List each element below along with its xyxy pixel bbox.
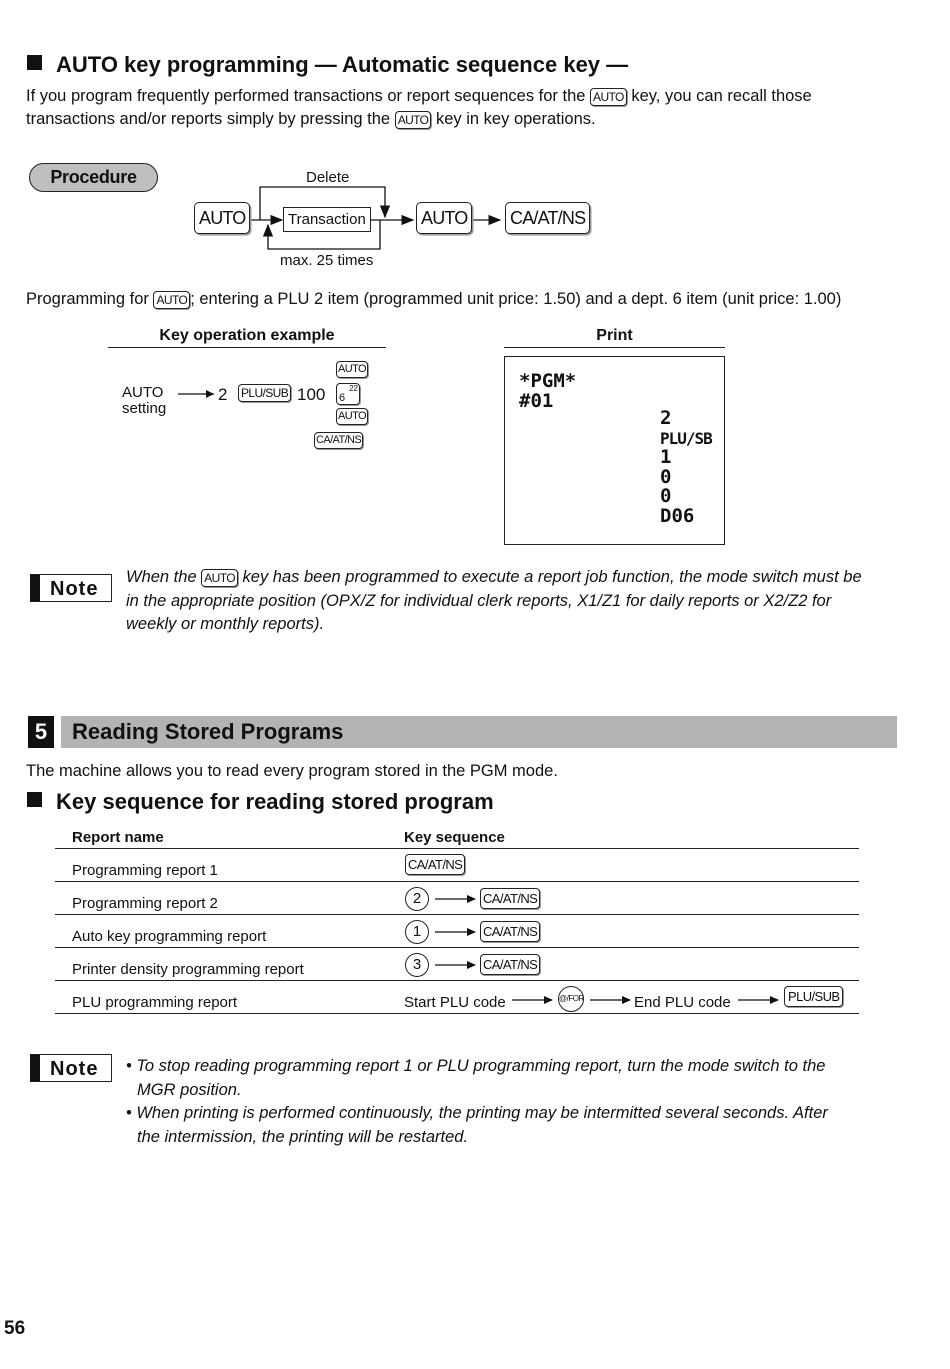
print-value-dept: D06 (660, 504, 695, 527)
row5-arrow-2 (590, 995, 632, 1005)
loop-label: max. 25 times (280, 252, 374, 269)
note1-line2: in the appropriate position (OPX/Z for individual clerk reports, X1/Z1 for daily reports or X2/Z2 for (126, 591, 832, 610)
row5-for-key: @/FOR (558, 986, 584, 1012)
print-heading: Print (504, 327, 725, 348)
row5-name: PLU programming report (72, 994, 238, 1011)
procedure-caatns-key: CA/AT/NS (505, 202, 590, 234)
note1-text-part2: key has been programmed to execute a report job function, the mode switch must be (242, 568, 862, 586)
example-auto-key-top: AUTO (336, 361, 368, 378)
table-row (55, 882, 859, 915)
row4-arrow (435, 960, 477, 970)
row5-arrow-3 (738, 995, 780, 1005)
row2-arrow (435, 894, 477, 904)
auto-setting-line2: setting (122, 400, 167, 417)
print-value-0b: 0 (660, 485, 672, 507)
row4-circle-key: 3 (405, 953, 429, 977)
row5-plusub-key: PLU/SUB (784, 986, 843, 1007)
table-header (55, 828, 859, 849)
auto-intro-text-2: key, you can recall those (631, 87, 812, 105)
section5-intro: The machine allows you to read every program stored in the PGM mode. (26, 762, 558, 780)
note-badge-2: Note (30, 1054, 112, 1082)
auto-heading (27, 52, 628, 78)
dept-6-key (336, 383, 360, 405)
auto-key-inline-1: AUTO (590, 88, 627, 106)
print-value-qty: 2 (660, 407, 672, 429)
key-sequence-table (55, 828, 859, 1014)
row2-circle-key: 2 (405, 887, 429, 911)
table-row (55, 948, 859, 981)
auto-heading-text: AUTO key programming — Automatic sequence key — (56, 52, 629, 77)
note2-text (126, 1055, 926, 1149)
row4-caatns-key: CA/AT/NS (480, 954, 540, 975)
note2-bullet1-line1: • To stop reading programming report 1 or PLU programming report, turn the mode switch to the (126, 1057, 826, 1075)
row5-start-plu-code: Start PLU code (404, 994, 506, 1011)
dept-6-key-main: 6 (339, 392, 346, 404)
key-operation-heading: Key operation example (108, 327, 386, 348)
print-value-1: 1 (660, 446, 672, 468)
auto-setting-line1: AUTO (122, 384, 164, 401)
print-pgm-line: *PGM* (519, 370, 577, 392)
setting-arrow (176, 388, 216, 400)
programming-for-auto-key: AUTO (153, 291, 190, 309)
subheading-bullet-square (27, 792, 42, 807)
plusub-key: PLU/SUB (238, 384, 291, 402)
row4-name: Printer density programming report (72, 961, 304, 978)
procedure-badge: Procedure (29, 163, 158, 192)
print-value-plusb: PLU/SB (660, 428, 712, 448)
auto-intro (26, 85, 926, 131)
programming-for-prefix: Programming for (26, 290, 149, 308)
section-title: Reading Stored Programs (72, 719, 344, 744)
table-row (55, 981, 859, 1014)
auto-intro-text-1: If you program frequently performed transactions or report sequences for the (26, 87, 586, 105)
auto-intro-text-3: transactions and/or reports simply by pressing the (26, 110, 391, 128)
entry-number-100: 100 (297, 385, 326, 404)
section-number: 5 (28, 716, 54, 748)
note2-bullet2-line1: • When printing is performed continuously, the printing may be intermitted several seconds. After (126, 1104, 828, 1122)
print-number-line: #01 (519, 390, 554, 412)
heading-bullet-square (27, 55, 42, 70)
auto-setting-label (122, 385, 166, 417)
example-auto-key-bottom: AUTO (336, 408, 368, 425)
row1-name: Programming report 1 (72, 862, 218, 879)
print-value-0a: 0 (660, 465, 672, 488)
table-row (55, 849, 859, 882)
auto-intro-text-4: key in key operations. (436, 110, 596, 128)
dept-6-key-superscript: 22 (349, 384, 358, 393)
programming-for-suffix: ; entering a PLU 2 item (programmed unit price: 1.50) and a dept. 6 item (unit price: 1.00) (190, 290, 842, 308)
auto-key-inline-2: AUTO (395, 111, 432, 129)
note1-text-part1: When the (126, 568, 197, 586)
row3-circle-key: 1 (405, 920, 429, 944)
row3-caatns-key: CA/AT/NS (480, 921, 540, 942)
section-title-bar (61, 716, 897, 748)
print-values (660, 409, 712, 526)
note-badge-1: Note (30, 574, 112, 602)
note1-auto-key: AUTO (201, 569, 238, 587)
programming-for-line (26, 288, 936, 311)
note1-line3: weekly or monthly reports). (126, 615, 325, 633)
row5-end-plu-code: End PLU code (634, 994, 731, 1011)
page-number: 56 (4, 1318, 26, 1339)
row1-caatns-key: CA/AT/NS (405, 854, 465, 875)
col-key-sequence: Key sequence (404, 829, 505, 846)
note2-bullet2-line2: the intermission, the printing will be restarted. (137, 1127, 469, 1146)
key-sequence-heading-text: Key sequence for reading stored program (56, 789, 494, 814)
print-receipt (504, 356, 725, 545)
procedure-start-auto-key: AUTO (194, 202, 250, 234)
note2-bullet1-line2: MGR position. (137, 1080, 242, 1099)
transaction-box: Transaction (283, 207, 371, 232)
entry-number-2: 2 (218, 385, 228, 404)
col-report-name: Report name (72, 829, 164, 846)
procedure-end-auto-key: AUTO (416, 202, 472, 234)
key-sequence-heading (27, 789, 494, 815)
row3-arrow (435, 927, 477, 937)
example-caatns-key: CA/AT/NS (314, 432, 363, 449)
table-row (55, 915, 859, 948)
note1-text (126, 566, 916, 637)
row2-name: Programming report 2 (72, 895, 218, 912)
row5-arrow-1 (512, 995, 554, 1005)
row2-caatns-key: CA/AT/NS (480, 888, 540, 909)
row3-name: Auto key programming report (72, 928, 267, 945)
delete-label: Delete (306, 169, 350, 186)
